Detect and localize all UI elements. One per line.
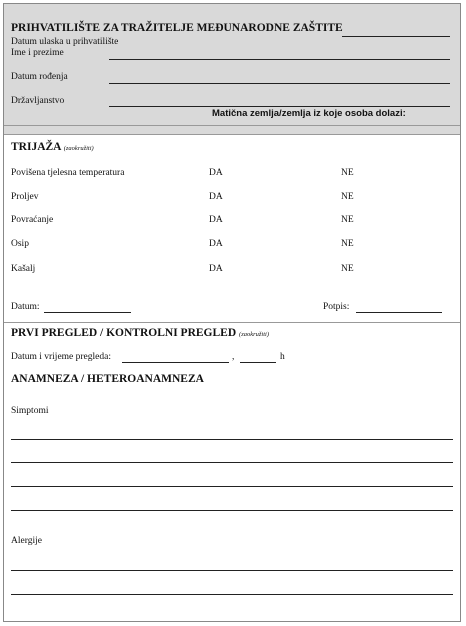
form-title: PRIHVATILIŠTE ZA TRAŽITELJE MEĐUNARODNE ZAŠTITE	[11, 22, 343, 34]
exam-datetime-label: Datum i vrijeme pregleda:	[11, 352, 111, 362]
symptoms-line[interactable]	[11, 510, 453, 511]
birth-date-label: Datum rođenja	[11, 72, 68, 82]
yes-option[interactable]: DA	[209, 192, 223, 202]
yes-option[interactable]: DA	[209, 264, 223, 274]
no-option[interactable]: NE	[341, 215, 354, 225]
symptom-row	[11, 215, 53, 225]
triage-date-label: Datum:	[11, 302, 40, 312]
triage-note: (zaokružiti)	[63, 145, 94, 152]
exam-divider	[4, 322, 460, 323]
signature-label: Potpis:	[323, 302, 350, 312]
exam-title	[11, 327, 269, 339]
exam-date-field[interactable]	[122, 362, 229, 363]
symptom-row	[11, 192, 38, 202]
allergies-line[interactable]	[11, 570, 453, 571]
triage-top-divider	[4, 134, 460, 135]
triage-title	[11, 141, 94, 153]
symptom-row	[11, 239, 29, 249]
exam-title-text: PRVI PREGLED / KONTROLNI PREGLED	[11, 327, 237, 339]
exam-time-field[interactable]	[240, 362, 276, 363]
name-field[interactable]	[109, 59, 450, 60]
symptom-label: Povraćanje	[11, 215, 54, 225]
signature-field[interactable]	[356, 312, 442, 313]
symptom-label: Kašalj	[11, 264, 36, 274]
birth-date-field[interactable]	[109, 83, 450, 84]
name-label: Ime i prezime	[11, 48, 64, 58]
exam-comma: ,	[232, 352, 235, 362]
symptoms-line[interactable]	[11, 462, 453, 463]
symptoms-line[interactable]	[11, 486, 453, 487]
anamnesis-title: ANAMNEZA / HETEROANAMNEZA	[11, 373, 204, 385]
header-divider	[4, 125, 460, 126]
no-option[interactable]: NE	[341, 192, 354, 202]
triage-title-text: TRIJAŽA	[11, 141, 61, 153]
symptoms-line[interactable]	[11, 439, 453, 440]
exam-note: (zaokružiti)	[239, 331, 270, 338]
symptom-label: Povišena tjelesna temperatura	[11, 168, 125, 178]
origin-country-label: Matična zemlja/zemlja iz koje osoba dolazi:	[212, 108, 406, 119]
symptom-label: Osip	[11, 239, 29, 249]
allergies-line[interactable]	[11, 594, 453, 595]
symptoms-label: Simptomi	[11, 406, 49, 416]
yes-option[interactable]: DA	[209, 239, 223, 249]
symptom-row	[11, 168, 124, 178]
title-field[interactable]	[342, 36, 450, 37]
symptom-row	[11, 264, 35, 274]
arrival-date-label: Datum ulaska u prihvatilište	[11, 37, 119, 47]
allergies-label: Alergije	[11, 536, 42, 546]
hour-suffix: h	[280, 352, 285, 362]
no-option[interactable]: NE	[341, 168, 354, 178]
triage-date-field[interactable]	[44, 312, 131, 313]
citizenship-label: Državljanstvo	[11, 96, 65, 106]
citizenship-field[interactable]	[109, 106, 450, 107]
yes-option[interactable]: DA	[209, 168, 223, 178]
no-option[interactable]: NE	[341, 239, 354, 249]
medical-form	[3, 3, 461, 622]
yes-option[interactable]: DA	[209, 215, 223, 225]
no-option[interactable]: NE	[341, 264, 354, 274]
symptom-label: Proljev	[11, 192, 39, 202]
